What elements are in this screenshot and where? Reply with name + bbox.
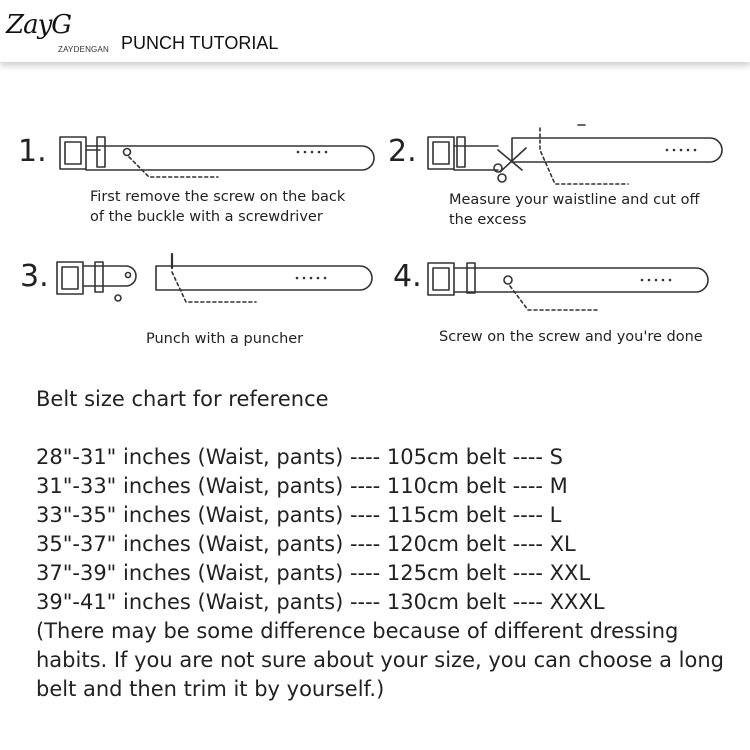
step-2-caption-line2: the excess	[449, 212, 527, 228]
tutorial-illustrations	[0, 100, 750, 360]
size-chart-title: Belt size chart for reference	[36, 387, 329, 411]
step-2-number: 2.	[388, 134, 417, 169]
step-1-belt-illustration	[60, 137, 374, 177]
size-row: 33"-35" inches (Waist, pants) ---- 115cm belt ---- L	[36, 503, 562, 527]
size-row: 37"-39" inches (Waist, pants) ---- 125cm belt ---- XXL	[36, 561, 591, 585]
step-1-caption-line2: of the buckle with a screwdriver	[90, 209, 323, 225]
step-3-belt-illustration	[57, 254, 372, 302]
size-row: 39"-41" inches (Waist, pants) ---- 130cm belt ---- XXXL	[36, 590, 605, 614]
step-1-caption	[90, 187, 345, 227]
step-2-caption	[449, 190, 699, 230]
step-4-caption-line1: Screw on the screw and you're done	[439, 329, 703, 345]
page-title: PUNCH TUTORIAL	[121, 33, 279, 53]
brand-logo: ZayG	[6, 10, 72, 40]
step-2-caption-line1: Measure your waistline and cut off	[449, 192, 700, 208]
size-row: 28"-31" inches (Waist, pants) ---- 105cm belt ---- S	[36, 445, 563, 469]
screw-icon	[124, 149, 131, 156]
step-4-caption	[439, 327, 703, 347]
brand-logo-subtitle: ZAYDENGAN	[58, 45, 109, 54]
size-row: 31"-33" inches (Waist, pants) ---- 110cm belt ---- M	[36, 474, 568, 498]
step-3-caption	[146, 329, 303, 349]
step-3-caption-line1: Punch with a puncher	[146, 331, 304, 347]
step-3-number: 3.	[20, 259, 49, 294]
step-2-belt-illustration	[428, 125, 722, 184]
size-chart	[36, 385, 736, 704]
scissors-icon	[494, 148, 526, 182]
header-bar	[0, 0, 750, 62]
step-1-number: 1.	[18, 134, 47, 169]
step-4-number: 4.	[393, 259, 422, 294]
step-4-belt-illustration	[428, 263, 708, 310]
size-chart-note: (There may be some difference because of different dressing habits. If you are not sure about your size, you can choose a long belt and then trim it by yourself.)	[36, 619, 724, 701]
size-row: 35"-37" inches (Waist, pants) ---- 120cm belt ---- XL	[36, 532, 576, 556]
step-1-caption-line1: First remove the screw on the back	[90, 189, 346, 205]
